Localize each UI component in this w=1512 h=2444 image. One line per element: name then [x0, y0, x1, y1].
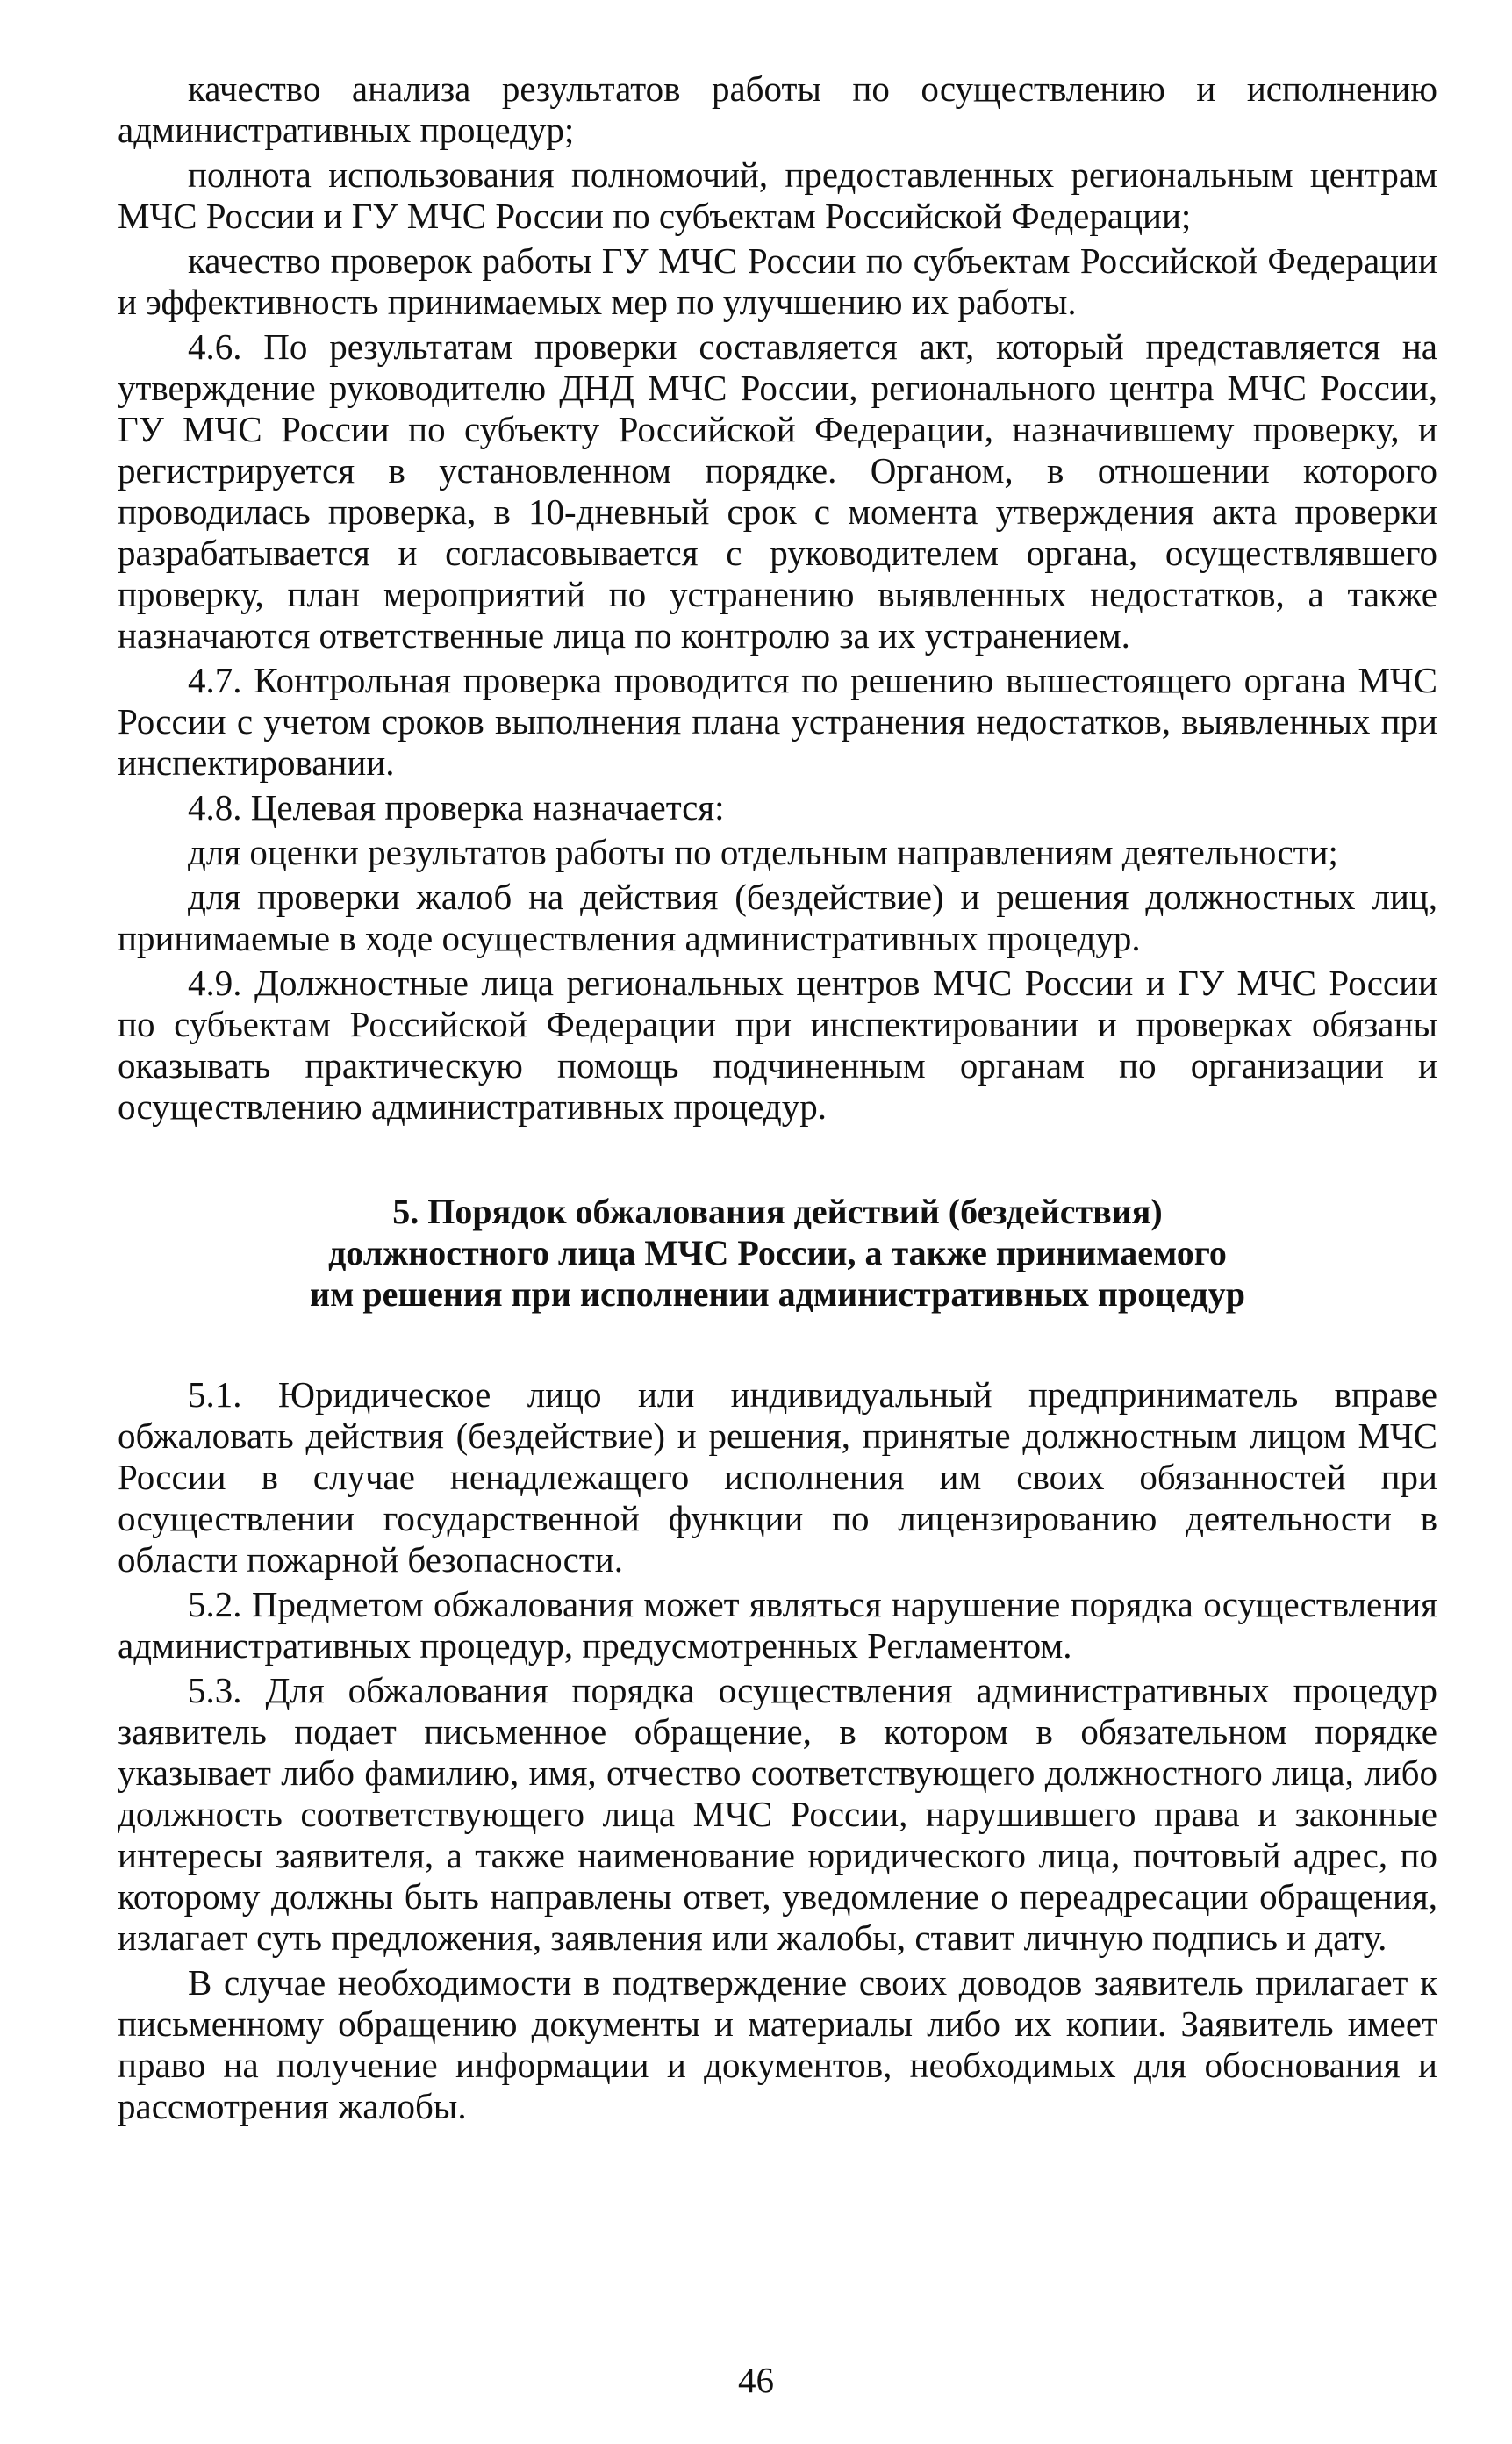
paragraph: качество проверок работы ГУ МЧС России по субъектам Российской Федерации и эффективность принимаемых мер по улучшению их работы. [118, 240, 1437, 322]
document-page [118, 68, 1437, 2131]
section-heading-line: 5. Порядок обжалования действий (бездействия) [392, 1192, 1163, 1231]
paragraph-4-9: 4.9. Должностные лица региональных центров МЧС России и ГУ МЧС России по субъектам Российской Федерации при инспектировании и проверках обязаны оказывать практическую помощь подчиненным органам по организации и осуществлению административных процедур. [118, 963, 1437, 1127]
paragraph-4-7: 4.7. Контрольная проверка проводится по решению вышестоящего органа МЧС России с учетом сроков выполнения плана устранения недостатков, выявленных при инспектировании. [118, 660, 1437, 783]
paragraph: качество анализа результатов работы по осуществлению и исполнению административных процедур; [118, 68, 1437, 150]
paragraph: полнота использования полномочий, предоставленных региональным центрам МЧС России и ГУ МЧС России по субъектам Российской Федерации; [118, 154, 1437, 236]
paragraph: для проверки жалоб на действия (бездействие) и решения должностных лиц, принимаемые в ходе осуществления административных процедур. [118, 877, 1437, 958]
page-number: 46 [738, 2360, 774, 2400]
section-heading-line: должностного лица МЧС России, а также принимаемого [328, 1233, 1227, 1272]
paragraph-5-1: 5.1. Юридическое лицо или индивидуальный предприниматель вправе обжаловать действия (бездействие) и решения, принятые должностным лицом МЧС России в случае ненадлежащего исполнения им своих обязанностей при осуществлении государственной функции по лицензированию деятельности в области пожарной безопасности. [118, 1374, 1437, 1580]
paragraph-5-2: 5.2. Предметом обжалования может являться нарушение порядка осуществления административных процедур, предусмотренных Регламентом. [118, 1584, 1437, 1666]
paragraph-4-6: 4.6. По результатам проверки составляется акт, который представляется на утверждение руководителю ДНД МЧС России, регионального центра МЧС России, ГУ МЧС России по субъекту Российской Федерации, назначившему проверку, и регистрируется в установленном порядке. Органом, в отношении которого проводилась проверка, в 10-дневный срок с момента утверждения акта проверки разрабатывается и согласовывается с руководителем органа, осуществлявшего проверку, план мероприятий по устранению выявленных недостатков, а также назначаются ответственные лица по контролю за их устранением. [118, 326, 1437, 656]
paragraph: для оценки результатов работы по отдельным направлениям деятельности; [188, 832, 1338, 872]
section-heading [118, 1191, 1437, 1315]
paragraph-4-8: 4.8. Целевая проверка назначается: [188, 787, 725, 828]
paragraph: В случае необходимости в подтверждение своих доводов заявитель прилагает к письменному обращению документы и материалы либо их копии. Заявитель имеет право на получение информации и документов, необходимых для обоснования и рассмотрения жалобы. [118, 1962, 1437, 2126]
section-heading-line: им решения при исполнении административных процедур [310, 1274, 1245, 1314]
paragraph-5-3: 5.3. Для обжалования порядка осуществления административных процедур заявитель подает письменное обращение, в котором в обязательном порядке указывает либо фамилию, имя, отчество соответствующего должностного лица, либо должность соответствующего лица МЧС России, нарушившего права и законные интересы заявителя, а также наименование юридического лица, почтовый адрес, по которому должны быть направлены ответ, уведомление о переадресации обращения, излагает суть предложения, заявления или жалобы, ставит личную подпись и дату. [118, 1670, 1437, 1958]
